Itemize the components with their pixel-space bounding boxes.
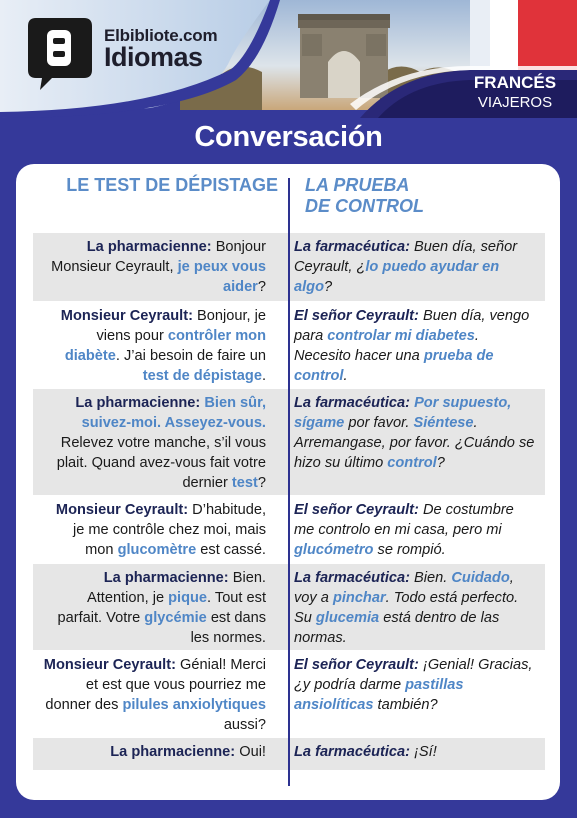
highlighted-phrase: pastillas ansiolíticas — [294, 677, 464, 713]
highlighted-phrase: glucomètre — [117, 542, 197, 558]
speaker-name: La pharmacienne: — [86, 239, 212, 255]
dialogue-text: por favor. — [344, 415, 414, 431]
highlighted-phrase: lo puedo ayudar en algo — [294, 259, 500, 295]
highlighted-phrase: Por supuesto, sígame — [294, 395, 512, 431]
highlighted-phrase: Siéntese — [413, 415, 474, 431]
spanish-line — [278, 496, 545, 563]
dialogue-text: . J’ai besoin de faire un — [115, 348, 266, 364]
speaker-name: El señor Ceyrault: — [294, 308, 419, 324]
spanish-title-line2: DE CONTROL — [305, 196, 424, 216]
dialogue-text: Bien. — [410, 570, 452, 586]
highlighted-phrase: test de dépistage — [142, 368, 262, 384]
spanish-line — [278, 651, 545, 737]
speaker-name: Monsieur Ceyrault: — [43, 657, 176, 673]
dialogue-text: Relevez votre manche, s’il vous plait. Quand avez-vous fait votre dernier — [56, 435, 266, 491]
dialogue-text: se rompió. — [373, 542, 446, 558]
dialogue-text: . Arremangase, por favor. ¿Cuándo se hizo su último — [294, 415, 535, 471]
highlighted-phrase: je peux vous aider — [177, 259, 266, 295]
french-line — [33, 496, 278, 563]
speaker-name: El señor Ceyrault: — [294, 657, 419, 673]
arc-de-triomphe-icon — [298, 14, 390, 98]
dialogue-text: Buen día, señor Ceyrault, ¿ — [294, 239, 518, 275]
dialogue-text: aussi? — [223, 717, 266, 733]
dialogue-text: . — [261, 368, 266, 384]
highlighted-phrase: glucómetro — [294, 542, 374, 558]
dialogue-text: Bien. Attention, je — [86, 570, 266, 606]
speaker-name: Monsieur Ceyrault: — [60, 308, 193, 324]
french-column-title: LE TEST DE DÉPISTAGE — [66, 175, 278, 195]
french-line — [33, 738, 278, 770]
highlighted-phrase: glycémie — [144, 610, 207, 626]
french-line — [33, 564, 278, 650]
spanish-title-line1: LA PRUEBA — [305, 175, 410, 195]
spanish-line — [278, 738, 545, 770]
dialogue-text: . Necesito hacer una — [294, 328, 479, 364]
dialogue-text: . Tout est parfait. Votre — [57, 590, 266, 626]
dialogue-text: ? — [257, 279, 266, 295]
highlighted-phrase: pinchar — [332, 590, 386, 606]
highlighted-phrase: pilules anxiolytiques — [122, 697, 266, 713]
logo-brand-text: Idiomas — [104, 42, 203, 72]
highlighted-phrase: glucemia — [315, 610, 380, 626]
dialogue-text: ¡Genial! Gracias, ¿y podría darme — [294, 657, 533, 693]
highlighted-phrase: controlar mi diabetes — [327, 328, 475, 344]
highlighted-phrase: pique — [168, 590, 208, 606]
speaker-name: El señor Ceyrault: — [294, 502, 419, 518]
dialogue-text: está dentro de las normas. — [294, 610, 500, 646]
language-badge: FRANCÉS — [473, 73, 557, 92]
dialogue-text: Oui! — [235, 744, 266, 760]
speaker-name: La pharmacienne: — [110, 744, 236, 760]
dialogue-text: ? — [257, 475, 266, 491]
dialogue-text: Buen día, vengo para — [294, 308, 530, 344]
dialogue-text: Génial! Merci et est que vous pourriez me donner des — [45, 657, 266, 713]
dialogue-text: . — [343, 368, 348, 384]
speaker-name: La pharmacienne: — [103, 570, 229, 586]
speaker-name: La pharmacienne: — [75, 395, 201, 411]
dialogue-text: De costumbre me controlo en mi casa, pero mi — [294, 502, 514, 538]
spanish-column-title — [305, 175, 424, 217]
dialogue-text: ? — [436, 455, 445, 471]
speaker-name: La farmacéutica: — [294, 744, 410, 760]
highlighted-phrase: prueba de control — [294, 348, 494, 384]
highlighted-phrase: control — [387, 455, 437, 471]
speaker-name: La farmacéutica: — [294, 395, 410, 411]
dialogue-text: Bonjour Monsieur Ceyrault, — [51, 239, 266, 275]
dialogue-text: ? — [324, 279, 333, 295]
highlighted-phrase: test — [231, 475, 258, 491]
dialogue-text: est cassé. — [196, 542, 266, 558]
french-line — [33, 389, 278, 495]
logo-site-text: Elbibliote.com — [104, 26, 218, 45]
spanish-line — [278, 233, 545, 301]
dialogue-text: también? — [373, 697, 438, 713]
spanish-line — [278, 564, 545, 650]
section-badge: VIAJEROS — [477, 94, 553, 111]
speaker-name: La farmacéutica: — [294, 570, 410, 586]
spanish-line — [278, 389, 545, 495]
dialogue-text: , voy a — [294, 570, 514, 606]
spanish-line — [278, 302, 545, 388]
dialogue-text: est dans les normes. — [190, 610, 266, 646]
speaker-name: La farmacéutica: — [294, 239, 410, 255]
dialogue-text: D’habitude, je me contrôle chez moi, mais mon — [72, 502, 266, 558]
french-line — [33, 302, 278, 388]
header-banner — [0, 0, 577, 118]
highlighted-phrase: contrôler mon diabète — [64, 328, 266, 364]
speaker-name: Monsieur Ceyrault: — [55, 502, 189, 518]
dialogue-text: . Todo está perfecto. Su — [294, 590, 519, 626]
french-line — [33, 651, 278, 737]
highlighted-phrase: Cuidado — [451, 570, 510, 586]
column-divider — [288, 178, 290, 786]
highlighted-phrase: Bien sûr, suivez-moi. Asseyez-vous. — [81, 395, 266, 431]
dialogue-text: Bonjour, je viens pour — [96, 308, 266, 344]
dialogue-text: ¡Sí! — [410, 744, 437, 760]
french-line — [33, 233, 278, 301]
page-title: Conversación — [194, 121, 383, 153]
